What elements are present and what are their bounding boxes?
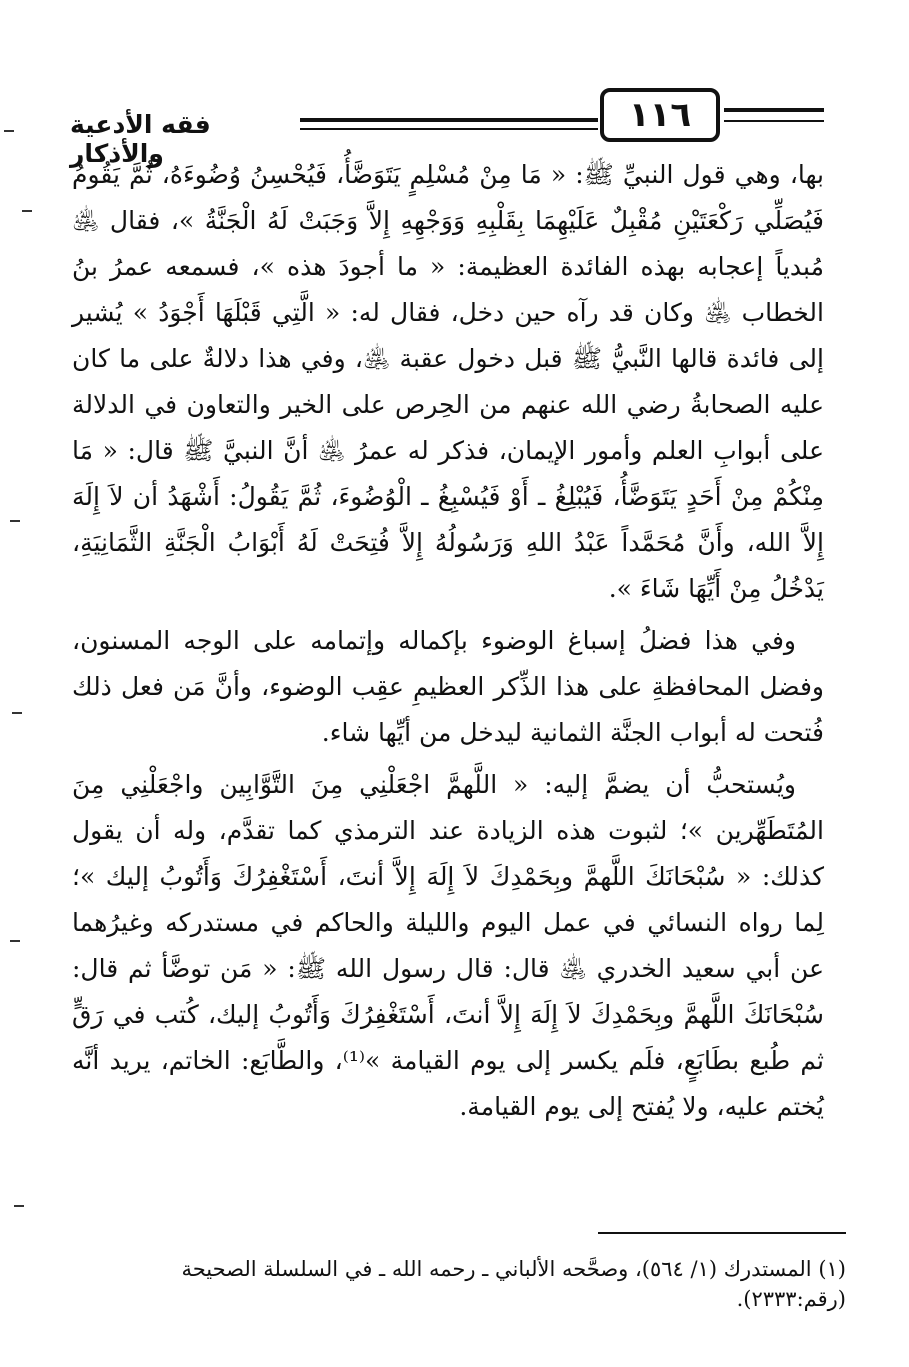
- header-rule-left: [300, 118, 598, 122]
- margin-mark: [10, 940, 20, 942]
- footnote: (١) المستدرك (١/ ٥٦٤)، وصحَّحه الألباني ـ رحمه الله ـ في السلسلة الصحيحة (رقم:٢٣٣٣).: [181, 1257, 846, 1311]
- header-rule-right: [724, 108, 824, 112]
- margin-mark: [22, 210, 32, 212]
- margin-mark: [10, 520, 20, 522]
- page-number: ١١٦: [600, 88, 720, 142]
- margin-mark: [4, 130, 14, 132]
- header-rule-right-thin: [724, 120, 824, 122]
- margin-mark: [14, 1205, 24, 1207]
- margin-mark: [12, 712, 22, 714]
- paragraph: بها، وهي قول النبيِّ ﷺ: « مَا مِنْ مُسْلِمٍ يَتَوَضَّأُ، فَيُحْسِنُ وُضُوءَهُ، ثُمَّ يَقُومُ فَيُصَلِّي رَكْعَتَيْنِ مُقْبِلٌ عَلَيْهِمَا بِقَلْبِهِ وَوَجْهِهِ إِلاَّ وَجَبَتْ لَهُ الْجَنَّةُ »، فقال ﵁ مُبدياً إعجابه بهذه الفائدة العظيمة: « ما أجودَ هذه »، فسمعه عمرُ بنُ الخطاب ﵁ وكان قد رآه حين دخل، فقال له: « الَّتِي قَبْلَهَا أَجْوَدُ » يُشير إلى فائدة قالها النَّبيُّ ﷺ قبل دخول عقبة ﵁، وفي هذا دلالةٌ على ما كان عليه الصحابةُ رضي الله عنهم من الحِرص على الخير والتعاون في الدلالة على أبوابِ العلم وأمور الإيمان، فذكر له عمرُ ﵁ أنَّ النبيَّ ﷺ قال: « مَا مِنْكُمْ مِنْ أَحَدٍ يَتَوَضَّأُ، فَيُبْلِغُ ـ أَوْ فَيُسْبِغُ ـ الْوُضُوءَ، ثُمَّ يَقُولُ: أَشْهَدُ أن لاَ إِلَهَ إِلاَّ الله، وأَنَّ مُحَمَّداً عَبْدُ اللهِ وَرَسُولُهُ إِلاَّ فُتِحَتْ لَهُ أَبْوَابُ الْجَنَّةِ الثَّمَانِيَةِ، يَدْخُلُ مِنْ أَيِّهَا شَاءَ ».: [72, 160, 824, 603]
- paragraph: وفي هذا فضلُ إسباغ الوضوء بإكماله وإتمامه على الوجه المسنون، وفضل المحافظةِ على هذا الذِّكر العظيمِ عقِب الوضوء، وأنَّ مَن فعل ذلك فُتحت له أبواب الجنَّة الثمانية ليدخل من أيِّها شاء.: [72, 626, 824, 747]
- running-title: فقه الأدعية والأذكار: [70, 110, 211, 168]
- paragraph: ويُستحبُّ أن يضمَّ إليه: « اللَّهمَّ اجْعَلْنِي مِنَ التَّوَّابِين واجْعَلْنِي مِنَ المُتَطَهِّرين »؛ لثبوت هذه الزيادة عند الترمذي كما تقدَّم، وله أن يقول كذلك: « سُبْحَانَكَ اللَّهمَّ وبِحَمْدِكَ لاَ إِلَهَ إِلاَّ أنتَ، أَسْتَغْفِرُكَ وَأَتُوبُ إليك »؛ لِما رواه النسائي في عمل اليوم والليلة والحاكم في مستدركه وغيرُهما عن أبي سعيد الخدري ﵁ قال: قال رسول الله ﷺ: « مَن توضَّأ ثم قال: سُبْحَانَكَ اللَّهمَّ وبِحَمْدِكَ لاَ إِلَهَ إِلاَّ أنتَ، أَسْتَغْفِرُكَ وَأَتُوبُ إليك، كُتب في رَقٍّ ثم طُبع بطَابَعٍ، فلَم يكسر إلى يوم القيامة »⁽¹⁾، والطَّابَع: الخاتم، يريد أنَّه يُختم عليه، ولا يُفتح إلى يوم القيامة.: [72, 770, 824, 1121]
- main-text: [72, 152, 824, 1136]
- footnote-divider: [598, 1232, 846, 1234]
- header-rule-left-thin: [300, 128, 598, 130]
